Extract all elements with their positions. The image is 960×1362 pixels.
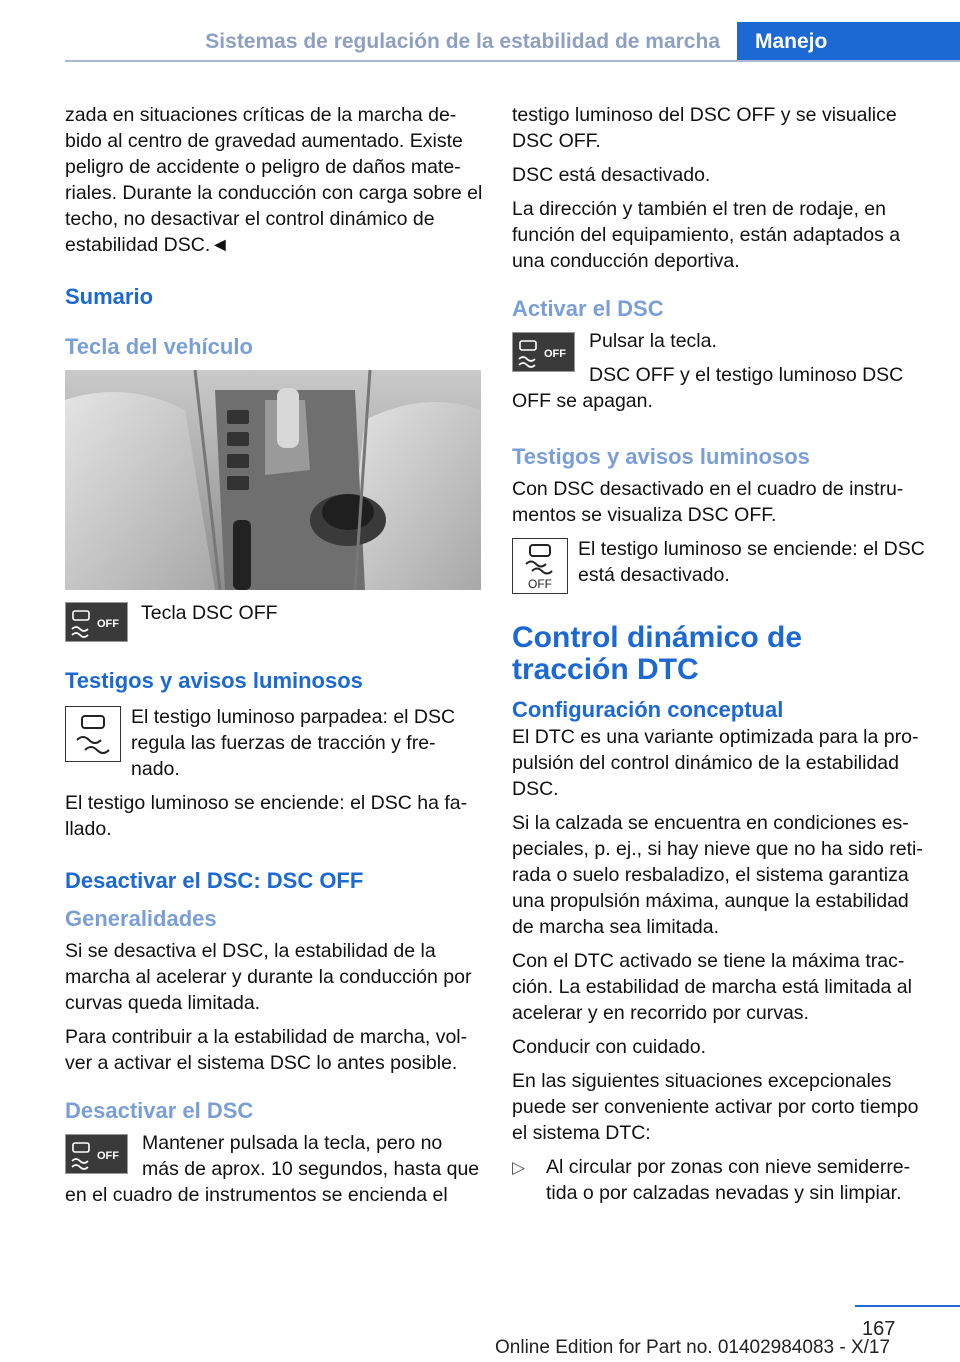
page-number: 167 [862,1318,896,1340]
heading-tecla-vehiculo: Tecla del vehículo [65,334,253,359]
testigo-parpadea-text: El testigo luminoso parpadea: el DSC regula las fuerzas de tracción y fre-nado. [131,706,456,780]
caption-tecla-dsc-off: Tecla DSC OFF [141,602,278,624]
heading-testigos: Testigos y avisos luminosos [65,668,363,693]
footer-rule [855,1305,960,1307]
list-item [512,1154,926,1206]
indicator-row [65,704,483,782]
dsc-indicator-icon [65,706,121,762]
paragraph: Para contribuir a la estabilidad de marcha, vol-ver a activar el sistema DSC lo antes posible. [65,1026,468,1074]
paragraph: testigo luminoso del DSC OFF y se visualice DSC OFF. [512,104,897,152]
dsc-off-button-icon [65,1134,128,1174]
list-item-text: Al circular por zonas con nieve semiderre-tida o por calzadas nevadas y sin limpiar. [546,1156,911,1204]
paragraph: Pulsar la tecla. [589,330,717,352]
heading-configuracion: Configuración conceptual [512,697,784,722]
paragraph: Si la calzada se encuentra en condiciones es-peciales, p. ej., si hay nieve que no ha sido reti-rada o suelo resbaladizo, el sistema garantiza una propulsión máxima, aunque la estabilidad de marcha sea limitada. [512,812,923,938]
bullet-list [512,1154,926,1206]
off-label: OFF [97,1150,119,1162]
paragraph: DSC está desactivado. [512,164,711,186]
heading-sumario: Sumario [65,284,154,309]
running-header-tab: Manejo [737,22,960,62]
paragraph: Si se desactiva el DSC, la estabilidad de la marcha al acelerar y durante la conducción por curvas queda limitada. [65,940,472,1014]
paragraph: El testigo luminoso se enciende: el DSC ha fa-llado. [65,792,468,840]
paragraph: La dirección y también el tren de rodaje, en función del equipamiento, están adaptados a una conducción deportiva. [512,198,901,272]
right-column [512,102,926,1206]
dsc-off-button-icon [512,332,575,372]
left-column [65,102,483,1208]
off-label: OFF [97,618,119,630]
indicator-off-row [512,536,926,594]
paragraph: Con DSC desactivado en el cuadro de instru-mentos se visualiza DSC OFF. [512,478,904,526]
header-rule [65,60,960,62]
heading-dtc: Control dinámico de tracción DTC [512,621,803,686]
running-header-section: Sistemas de regulación de la estabilidad de marcha [205,30,720,53]
paragraph: Con el DTC activado se tiene la máxima trac-ción. La estabilidad de marcha está limitada al acelerar y en recorrido por curvas. [512,950,912,1024]
heading-desactivar-el-dsc: Desactivar el DSC [65,1098,254,1123]
vehicle-console-photo [65,370,481,590]
edition-footer: Online Edition for Part no. 01402984083 - X/17 [495,1337,891,1358]
desactivar-block [65,1130,483,1208]
dsc-off-indicator-icon [512,538,568,594]
heading-desactivar-dsc-off: Desactivar el DSC: DSC OFF [65,868,364,893]
off-label: OFF [544,348,566,360]
bullet-marker: ▷ [512,1158,526,1177]
off-label: OFF [528,577,552,591]
paragraph: En las siguientes situaciones excepcionales puede ser conveniente activar por corto tiempo el sistema DTC: [512,1070,919,1144]
paragraph: Conducir con cuidado. [512,1036,707,1058]
heading-generalidades: Generalidades [65,906,217,931]
desactivar-text: Mantener pulsada la tecla, pero no más de aprox. 10 segundos, hasta que en el cuadro de instrumentos se encienda el [65,1132,480,1206]
dsc-off-button-icon [65,602,128,642]
heading-activar-dsc: Activar el DSC [512,296,664,321]
paragraph: DSC OFF y el testigo luminoso DSC OFF se apagan. [512,364,904,412]
testigo-enciende-text: El testigo luminoso se enciende: el DSC está desactivado. [578,538,925,586]
heading-testigos-right: Testigos y avisos luminosos [512,444,810,469]
paragraph: zada en situaciones críticas de la marcha de-bido al centro de gravedad aumentado. Existe peligro de accidente o peligro de daños mate-riales. Durante la conducción con carga sobre el techo, no desactivar el control dinámico de estabilidad DSC.◄ [65,104,483,256]
dsc-off-key-row [65,600,483,642]
activar-block [512,328,926,422]
paragraph: El DTC es una variante optimizada para la pro-pulsión del control dinámico de la estabilidad DSC. [512,726,919,800]
